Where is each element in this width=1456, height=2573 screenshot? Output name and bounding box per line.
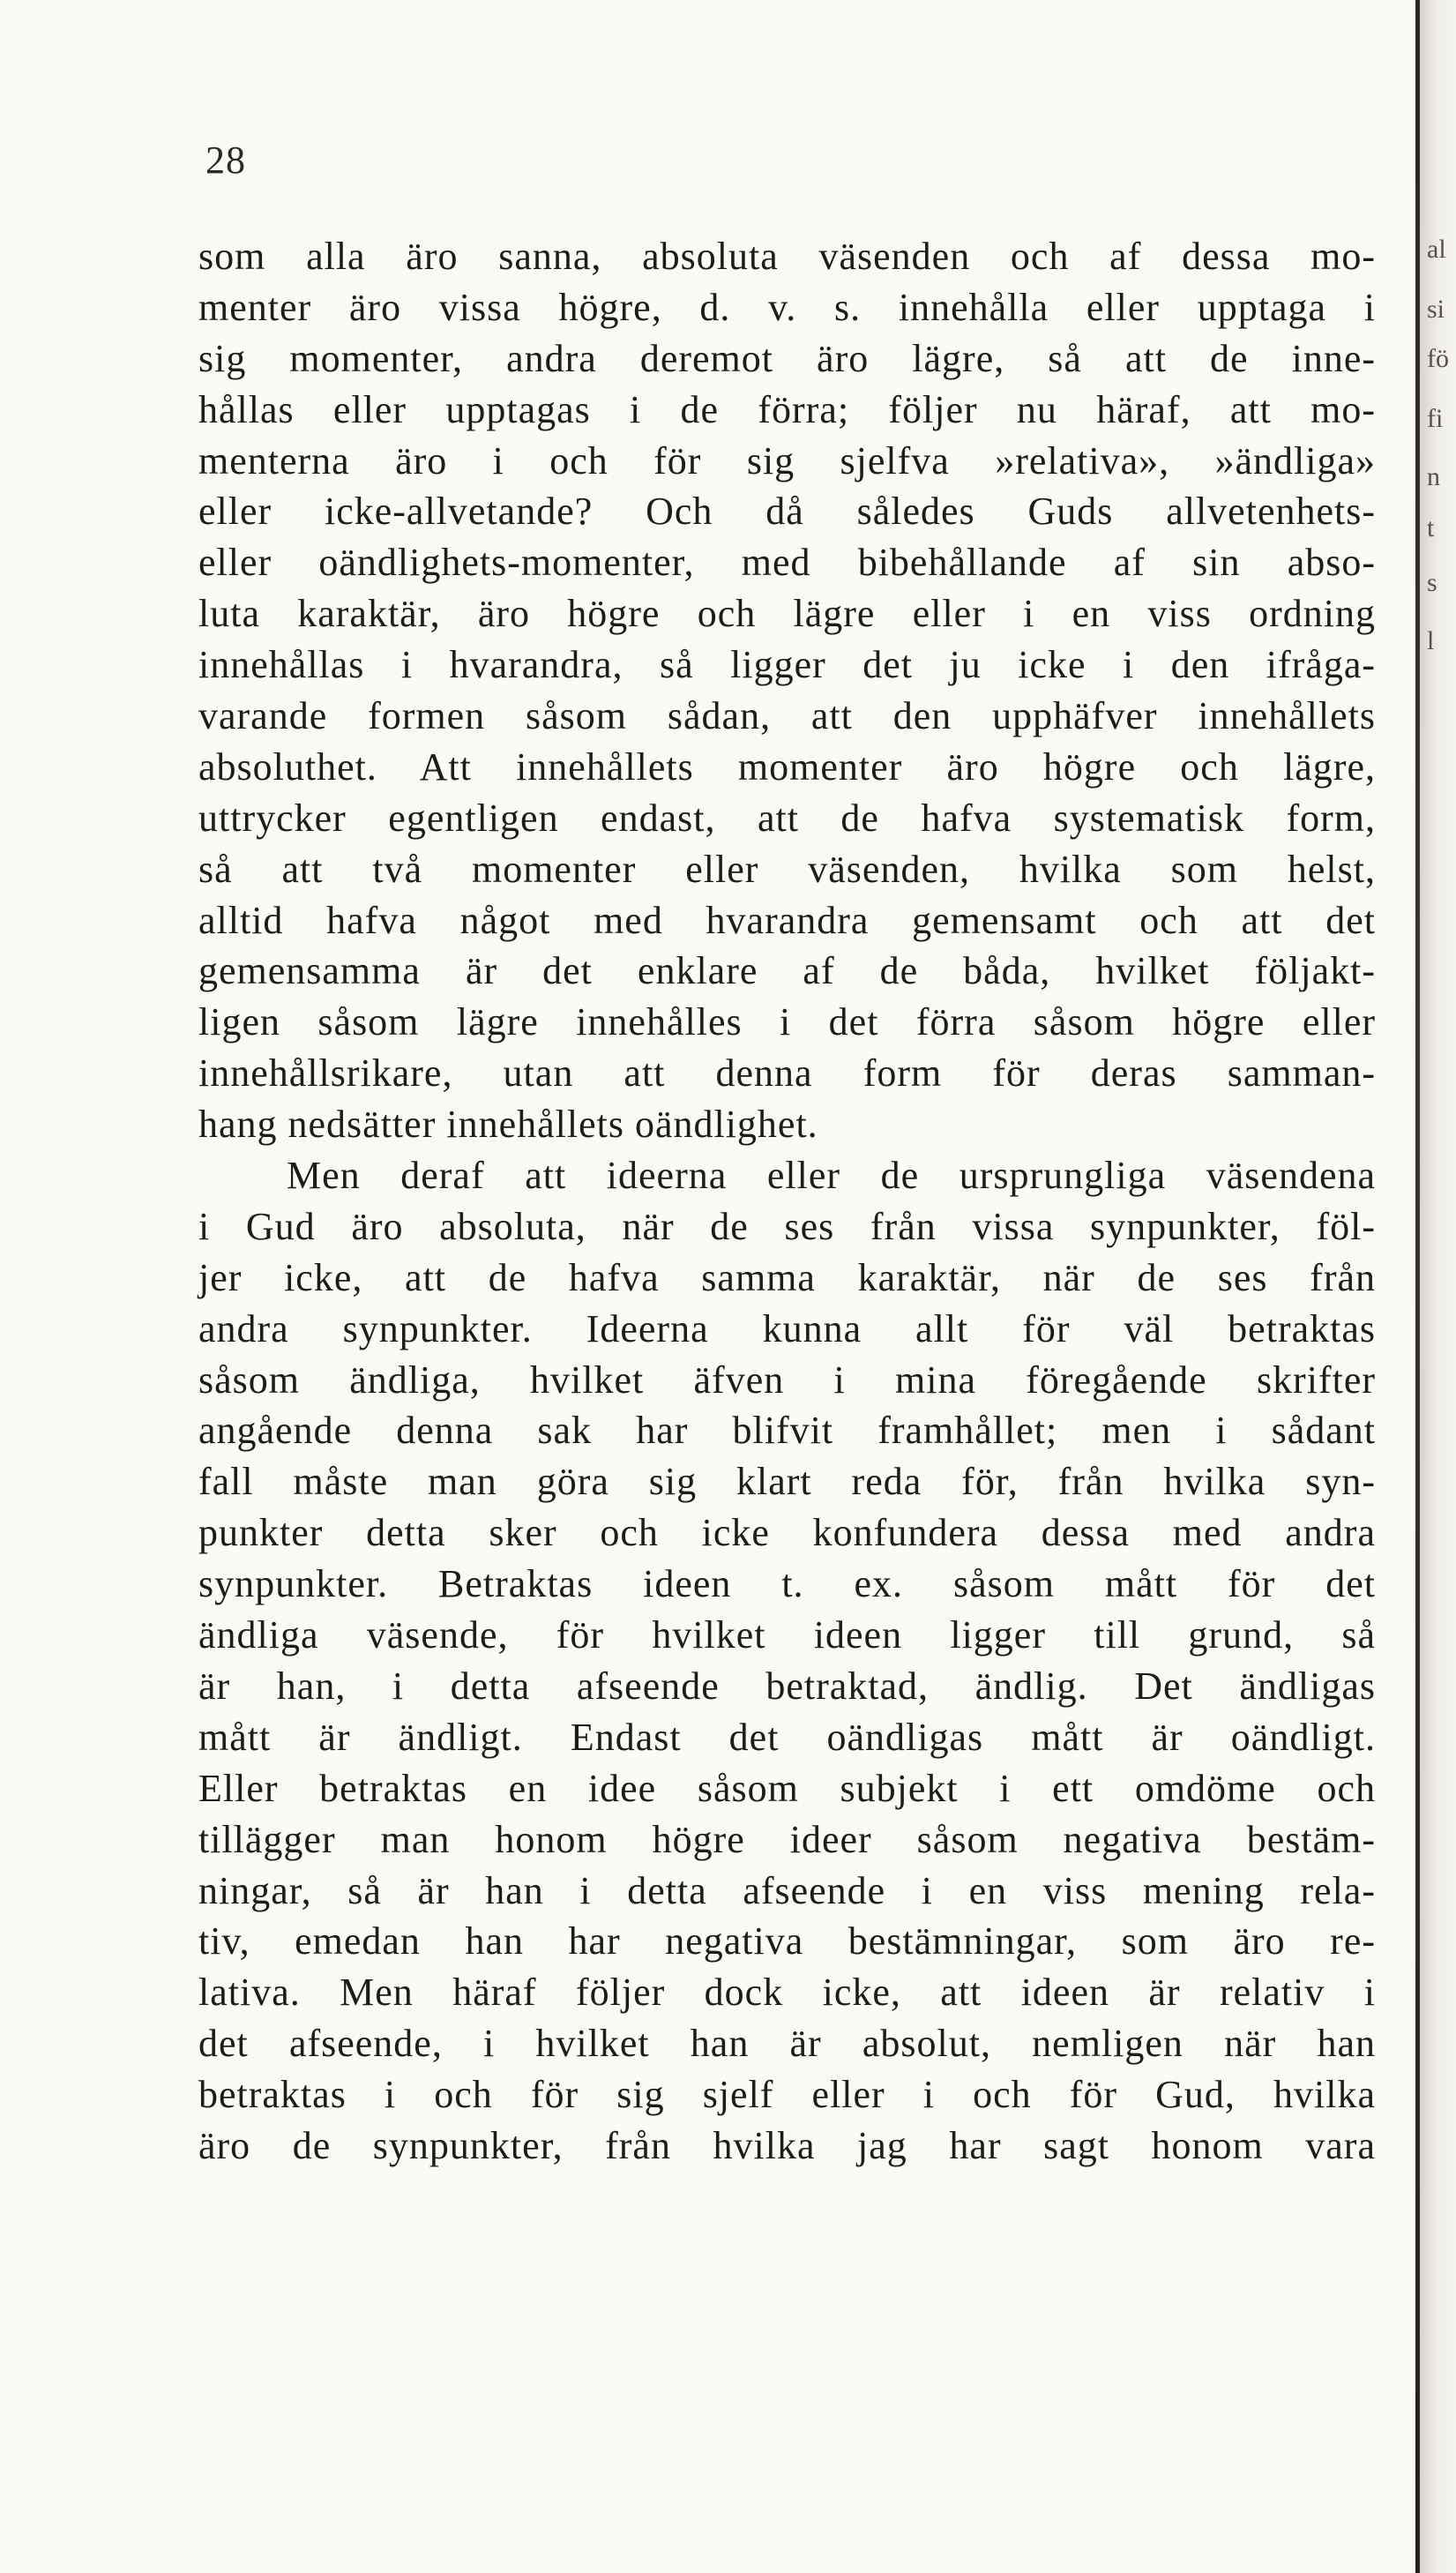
text-line: gemensamma är det enklare af de båda, hvilket följakt- — [198, 949, 1376, 993]
text-line: lativa. Men häraf följer dock icke, att ideen är relativ i — [198, 1971, 1376, 2015]
text-line: betraktas i och för sig sjelf eller i och för Gud, hvilka — [198, 2073, 1376, 2117]
text-line: i Gud äro absoluta, när de ses från vissa synpunkter, föl- — [198, 1204, 1376, 1248]
text-line: ligen såsom lägre innehålles i det förra såsom högre eller — [198, 1000, 1376, 1044]
margin-bleed-text: n — [1427, 462, 1440, 491]
text-line: Eller betraktas en idee såsom subjekt i ett omdöme och — [198, 1766, 1376, 1810]
text-line: innehållsrikare, utan att denna form för deras samman- — [198, 1051, 1376, 1096]
text-line: alltid hafva något med hvarandra gemensamt och att det — [198, 898, 1376, 942]
text-line: är han, i detta afseende betraktad, ändlig. Det ändligas — [198, 1664, 1376, 1708]
text-line: punkter detta sker och icke konfundera dessa med andra — [198, 1511, 1376, 1555]
text-line: tillägger man honom högre ideer såsom negativa bestäm- — [198, 1817, 1376, 1861]
body-text — [198, 231, 1376, 2172]
text-line: så att två momenter eller väsenden, hvilka som helst, — [198, 847, 1376, 891]
text-line: fall måste man göra sig klart reda för, från hvilka syn- — [198, 1460, 1376, 1504]
text-line: angående denna sak har blifvit framhållet; men i sådant — [198, 1409, 1376, 1453]
text-line: ningar, så är han i detta afseende i en viss mening rela- — [198, 1868, 1376, 1912]
text-line: sig momenter, andra deremot äro lägre, så att de inne- — [198, 336, 1376, 380]
margin-bleed-text: t — [1427, 513, 1435, 542]
margin-bleed-text: si — [1427, 295, 1445, 324]
text-line: mått är ändligt. Endast det oändligas mått är oändligt. — [198, 1715, 1376, 1759]
text-line: absoluthet. Att innehållets momenter äro högre och lägre, — [198, 744, 1376, 789]
paragraph-1 — [198, 231, 1376, 1150]
text-line: luta karaktär, äro högre och lägre eller i en viss ordning — [198, 592, 1376, 636]
text-line: såsom ändliga, hvilket äfven i mina föregående skrifter — [198, 1358, 1376, 1402]
text-line: synpunkter. Betraktas ideen t. ex. såsom mått för det — [198, 1562, 1376, 1606]
margin-bleed-text: fi — [1427, 404, 1444, 433]
text-line: hållas eller upptagas i de förra; följer nu häraf, att mo- — [198, 387, 1376, 431]
margin-bleed-text: fö — [1427, 344, 1449, 373]
text-line: ändliga väsende, för hvilket ideen ligger till grund, så — [198, 1613, 1376, 1657]
text-line: Men deraf att ideerna eller de ursprungliga väsendena — [287, 1154, 1376, 1198]
page-gutter-shadow — [1420, 0, 1456, 2573]
text-line: eller icke-allvetande? Och då således Guds allvetenhets- — [198, 490, 1376, 534]
text-line: varande formen såsom sådan, att den upphäfver innehållets — [198, 694, 1376, 738]
text-line: äro de synpunkter, från hvilka jag har sagt honom vara — [198, 2123, 1376, 2167]
text-line: innehållas i hvarandra, så ligger det ju icke i den ifråga- — [198, 643, 1376, 687]
text-line: menterna äro i och för sig sjelfva »relativa», »ändliga» — [198, 438, 1376, 482]
page-number: 28 — [205, 138, 246, 182]
text-line: tiv, emedan han har negativa bestämningar, som äro re- — [198, 1919, 1376, 1963]
text-line: det afseende, i hvilket han är absolut, nemligen när han — [198, 2022, 1376, 2066]
text-line: hang nedsätter innehållets oändlighet. — [198, 1103, 818, 1147]
text-line: andra synpunkter. Ideerna kunna allt för väl betraktas — [198, 1306, 1376, 1350]
text-line: som alla äro sanna, absoluta väsenden och af dessa mo- — [198, 235, 1376, 278]
text-line: uttrycker egentligen endast, att de hafva systematisk form, — [198, 796, 1376, 840]
text-line: menter äro vissa högre, d. v. s. innehålla eller upptaga i — [198, 285, 1376, 329]
margin-bleed-text: al — [1427, 235, 1446, 264]
page-binding-edge — [1415, 0, 1420, 2573]
text-line: eller oändlighets-momenter, med bibehållande af sin abso- — [198, 541, 1376, 585]
text-line: jer icke, att de hafva samma karaktär, när de ses från — [198, 1255, 1376, 1299]
margin-bleed-text: l — [1427, 626, 1435, 655]
paragraph-2 — [198, 1150, 1376, 2172]
margin-bleed-text: s — [1427, 568, 1437, 597]
